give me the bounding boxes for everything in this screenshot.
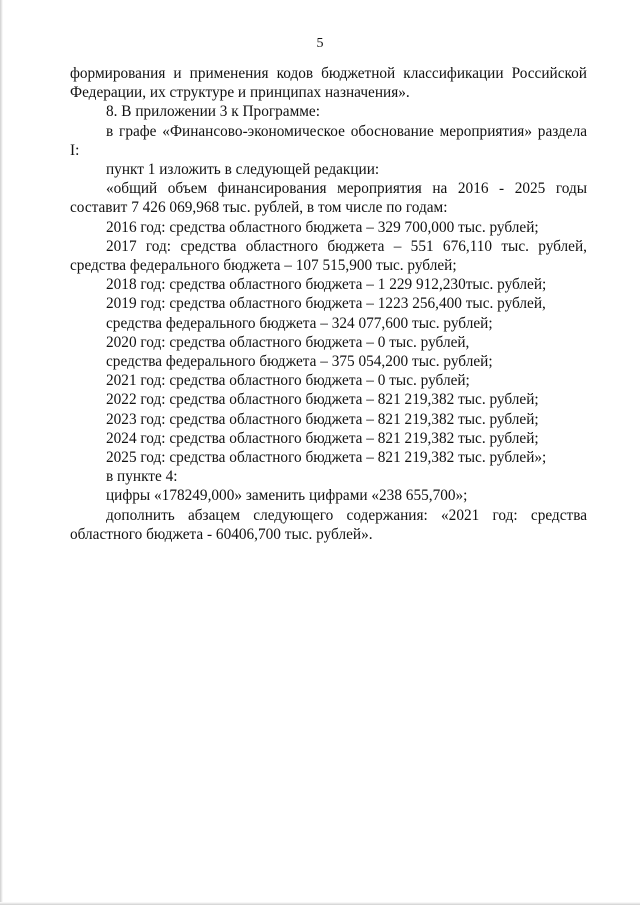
paragraph-year-2016: [70, 218, 587, 237]
paragraph-point-4: [70, 467, 587, 486]
document-body: [70, 64, 587, 544]
text-line: 2019 год: средства областного бюджета – 1223 256,400 тыс. рублей,: [106, 295, 546, 313]
text-line: областного бюджета - 60406,700 тыс. рублей».: [70, 525, 373, 543]
text-line: составит 7 426 069,968 тыс. рублей, в том числе по годам:: [70, 199, 448, 217]
paragraph-year-2021: [70, 371, 587, 390]
text-line: средства федерального бюджета – 375 054,200 тыс. рублей;: [106, 353, 493, 371]
text-line: цифры «178249,000» заменить цифрами «238 655,700»;: [106, 487, 468, 505]
text-line: 8. В приложении 3 к Программе:: [106, 103, 320, 121]
text-line: средства федерального бюджета – 324 077,600 тыс. рублей;: [106, 314, 493, 332]
paragraph-section-ref: [70, 122, 587, 160]
paragraph-year-2018: [70, 275, 587, 294]
paragraph-year-2019-federal: [70, 314, 587, 333]
text-line: 2022 год: средства областного бюджета – 821 219,382 тыс. рублей;: [106, 391, 539, 409]
paragraph-year-2022: [70, 390, 587, 409]
text-line: 2017 год: средства областного бюджета – 551 676,110 тыс. рублей,: [106, 237, 587, 255]
text-line: 2021 год: средства областного бюджета – 0 тыс. рублей;: [106, 372, 470, 390]
paragraph-year-2024: [70, 429, 587, 448]
paragraph-year-2017: [70, 237, 587, 275]
page-number: 5: [316, 36, 324, 51]
paragraph-year-2025: [70, 448, 587, 467]
paragraph-total-funding: [70, 179, 587, 217]
scan-edge-left: [0, 0, 3, 905]
text-line: 2020 год: средства областного бюджета – 0 тыс. рублей,: [106, 333, 470, 351]
paragraph-add-2021: [70, 506, 587, 544]
text-line: 2023 год: средства областного бюджета – 821 219,382 тыс. рублей;: [106, 410, 539, 428]
text-line: в графе «Финансово-экономическое обоснование мероприятия» раздела I:: [70, 122, 587, 159]
paragraph-item-8: [70, 102, 587, 121]
paragraph-year-2020: [70, 333, 587, 352]
paragraph-year-2023: [70, 410, 587, 429]
text-line: 2024 год: средства областного бюджета – 821 219,382 тыс. рублей;: [106, 429, 539, 447]
text-line: в пункте 4:: [106, 468, 178, 486]
text-line: 2016 год: средства областного бюджета – 329 700,000 тыс. рублей;: [106, 218, 539, 236]
text-line: Федерации, их структуре и принципах назначения».: [70, 84, 410, 102]
text-line: пункт 1 изложить в следующей редакции:: [106, 161, 380, 179]
text-line: средства федерального бюджета – 107 515,900 тыс. рублей;: [70, 257, 457, 275]
text-line: 2025 год: средства областного бюджета – 821 219,382 тыс. рублей»;: [106, 449, 547, 467]
paragraph-continuation: [70, 64, 587, 102]
text-line: дополнить абзацем следующего содержания: «2021 год: средства: [106, 506, 587, 524]
paragraph-replace-figures: [70, 486, 587, 505]
text-line: формирования и применения кодов бюджетной классификации Российской: [70, 65, 587, 82]
text-line: 2018 год: средства областного бюджета – 1 229 912,230тыс. рублей;: [106, 276, 547, 294]
paragraph-year-2019: [70, 294, 587, 313]
paragraph-point-1: [70, 160, 587, 179]
paragraph-year-2020-federal: [70, 352, 587, 371]
text-line: «общий объем финансирования мероприятия на 2016 - 2025 годы: [106, 180, 587, 198]
